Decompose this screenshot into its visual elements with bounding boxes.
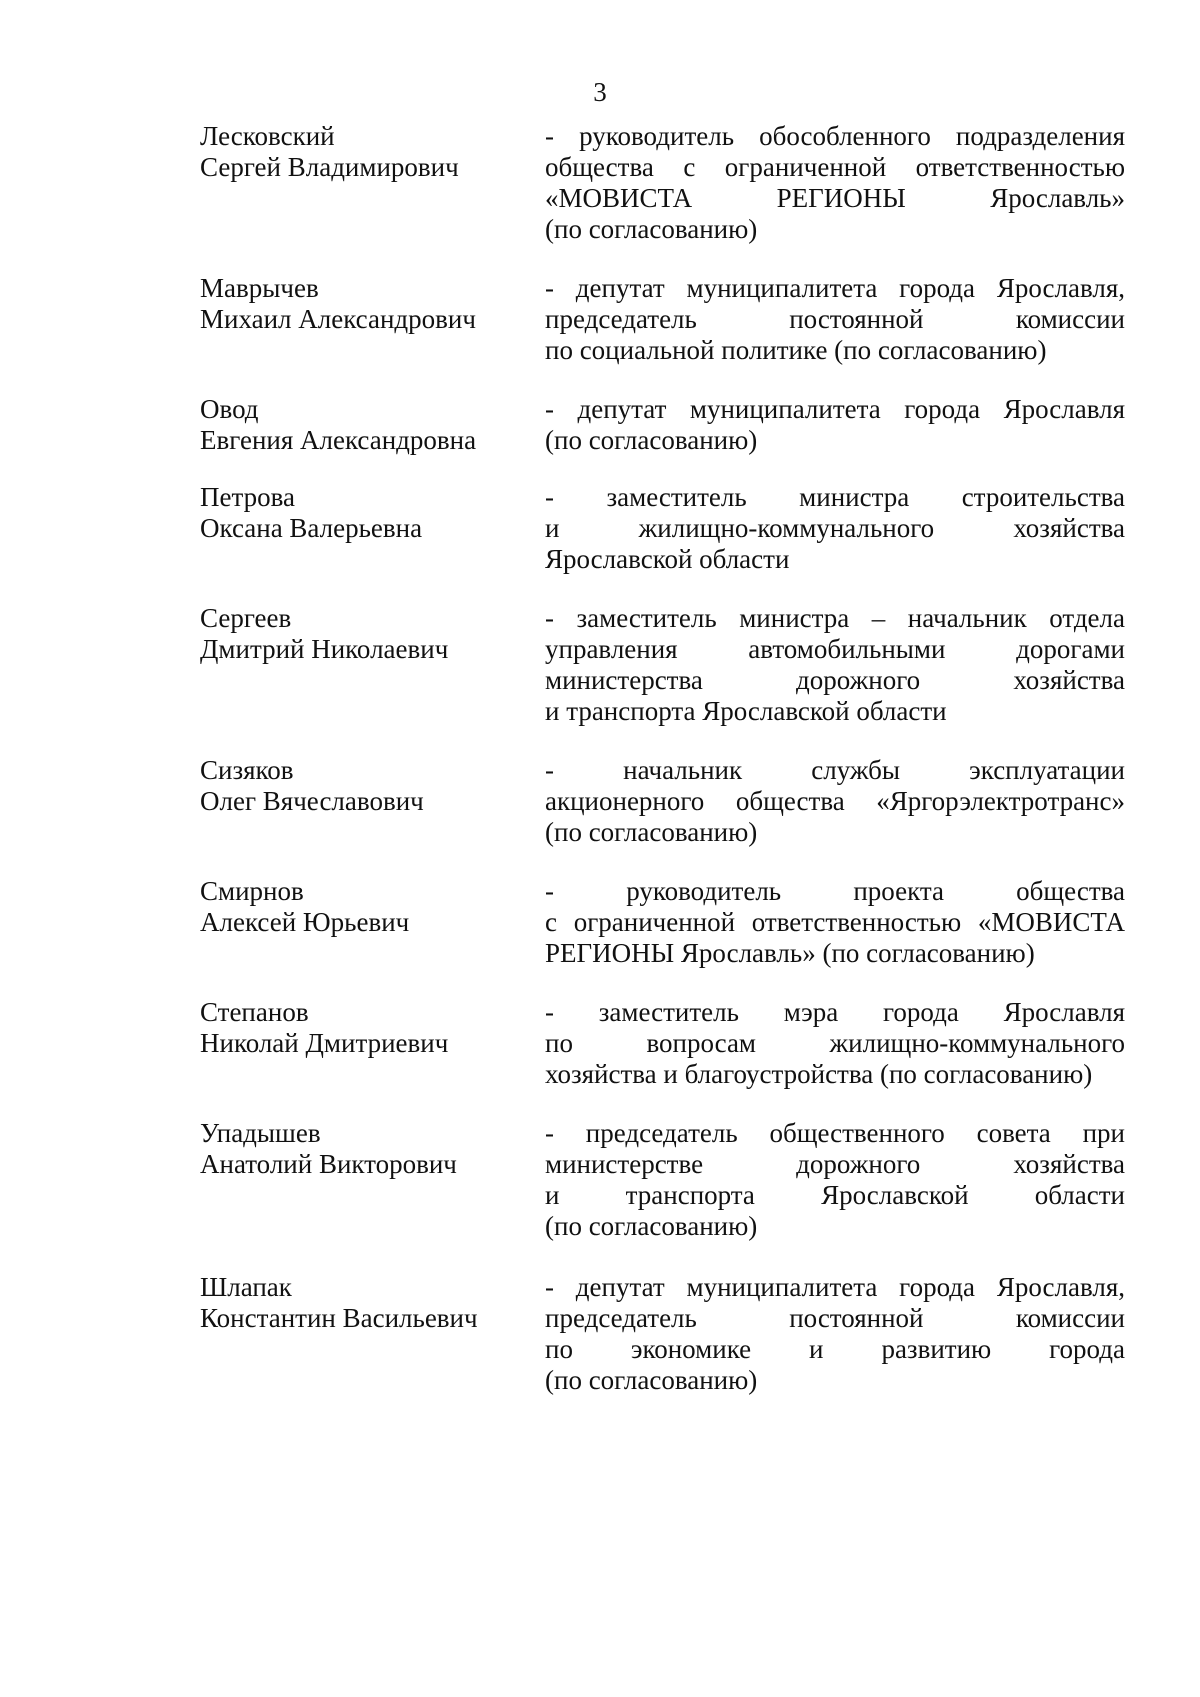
member-given-names: Сергей Владимирович xyxy=(200,152,459,182)
member-entry xyxy=(200,876,1125,997)
member-role xyxy=(545,876,1125,969)
member-role xyxy=(545,755,1125,848)
role-line: - заместитель министра строительства xyxy=(545,482,1125,512)
member-given-names: Константин Васильевич xyxy=(200,1303,478,1333)
member-surname: Петрова xyxy=(200,482,295,512)
member-list xyxy=(200,121,1125,1402)
member-entry xyxy=(200,1118,1125,1272)
member-entry xyxy=(200,482,1125,603)
member-surname: Овод xyxy=(200,394,259,424)
member-surname: Сизяков xyxy=(200,755,294,785)
member-name xyxy=(200,997,520,1059)
role-line: хозяйства и благоустройства (по согласованию) xyxy=(545,1059,1093,1089)
member-name xyxy=(200,394,520,456)
role-line: и жилищно-коммунального хозяйства xyxy=(545,513,1125,543)
role-line: - депутат муниципалитета города Ярославля xyxy=(545,394,1125,424)
member-entry xyxy=(200,755,1125,876)
member-given-names: Евгения Александровна xyxy=(200,425,477,455)
member-name xyxy=(200,1272,520,1334)
member-surname: Шлапак xyxy=(200,1272,292,1302)
role-line: по экономике и развитию города xyxy=(545,1334,1125,1364)
member-surname: Степанов xyxy=(200,997,309,1027)
member-name xyxy=(200,603,520,665)
member-surname: Маврычев xyxy=(200,273,319,303)
role-line: Ярославской области xyxy=(545,544,790,574)
role-line: и транспорта Ярославской области xyxy=(545,696,947,726)
role-line: (по согласованию) xyxy=(545,214,758,244)
role-line: председатель постоянной комиссии xyxy=(545,304,1125,334)
member-entry xyxy=(200,394,1125,482)
role-line: (по согласованию) xyxy=(545,1365,758,1395)
member-name xyxy=(200,755,520,817)
member-name xyxy=(200,121,520,183)
role-line: - заместитель министра – начальник отдела xyxy=(545,603,1125,633)
role-line: министерства дорожного хозяйства xyxy=(545,665,1125,695)
member-role xyxy=(545,603,1125,727)
member-entry xyxy=(200,997,1125,1118)
role-line: управления автомобильными дорогами xyxy=(545,634,1125,664)
role-line: - заместитель мэра города Ярославля xyxy=(545,997,1125,1027)
member-role xyxy=(545,394,1125,456)
member-surname: Лесковский xyxy=(200,121,335,151)
member-surname: Смирнов xyxy=(200,876,304,906)
member-given-names: Олег Вячеславович xyxy=(200,786,424,816)
role-line: (по согласованию) xyxy=(545,425,758,455)
member-role xyxy=(545,121,1125,245)
member-role xyxy=(545,997,1125,1090)
member-entry xyxy=(200,1272,1125,1402)
member-role xyxy=(545,482,1125,575)
member-role xyxy=(545,273,1125,366)
role-line: - депутат муниципалитета города Ярославля, xyxy=(545,1272,1125,1302)
role-line: - депутат муниципалитета города Ярославля, xyxy=(545,273,1125,303)
role-line: (по согласованию) xyxy=(545,1211,758,1241)
member-entry xyxy=(200,273,1125,394)
role-line: РЕГИОНЫ Ярославль» (по согласованию) xyxy=(545,938,1035,968)
role-line: - руководитель обособленного подразделения xyxy=(545,121,1125,151)
member-name xyxy=(200,1118,520,1180)
role-line: акционерного общества «Яргорэлектротранс» xyxy=(545,786,1125,816)
member-name xyxy=(200,273,520,335)
role-line: «МОВИСТА РЕГИОНЫ Ярославль» xyxy=(545,183,1125,213)
member-surname: Упадышев xyxy=(200,1118,321,1148)
role-line: (по согласованию) xyxy=(545,817,758,847)
member-given-names: Дмитрий Николаевич xyxy=(200,634,449,664)
member-given-names: Алексей Юрьевич xyxy=(200,907,410,937)
role-line: - руководитель проекта общества xyxy=(545,876,1125,906)
member-surname: Сергеев xyxy=(200,603,292,633)
role-line: с ограниченной ответственностью «МОВИСТА xyxy=(545,907,1125,937)
role-line: по вопросам жилищно-коммунального xyxy=(545,1028,1125,1058)
member-given-names: Михаил Александрович xyxy=(200,304,476,334)
member-given-names: Анатолий Викторович xyxy=(200,1149,457,1179)
role-line: по социальной политике (по согласованию) xyxy=(545,335,1047,365)
role-line: председатель постоянной комиссии xyxy=(545,1303,1125,1333)
page-number: 3 xyxy=(593,77,607,107)
member-role xyxy=(545,1272,1125,1396)
member-entry xyxy=(200,603,1125,755)
member-given-names: Николай Дмитриевич xyxy=(200,1028,449,1058)
role-line: - председатель общественного совета при xyxy=(545,1118,1125,1148)
role-line: министерстве дорожного хозяйства xyxy=(545,1149,1125,1179)
member-given-names: Оксана Валерьевна xyxy=(200,513,423,543)
role-line: общества с ограниченной ответственностью xyxy=(545,152,1125,182)
role-line: и транспорта Ярославской области xyxy=(545,1180,1125,1210)
role-line: - начальник службы эксплуатации xyxy=(545,755,1125,785)
member-role xyxy=(545,1118,1125,1242)
member-name xyxy=(200,482,520,544)
member-name xyxy=(200,876,520,938)
member-entry xyxy=(200,121,1125,273)
